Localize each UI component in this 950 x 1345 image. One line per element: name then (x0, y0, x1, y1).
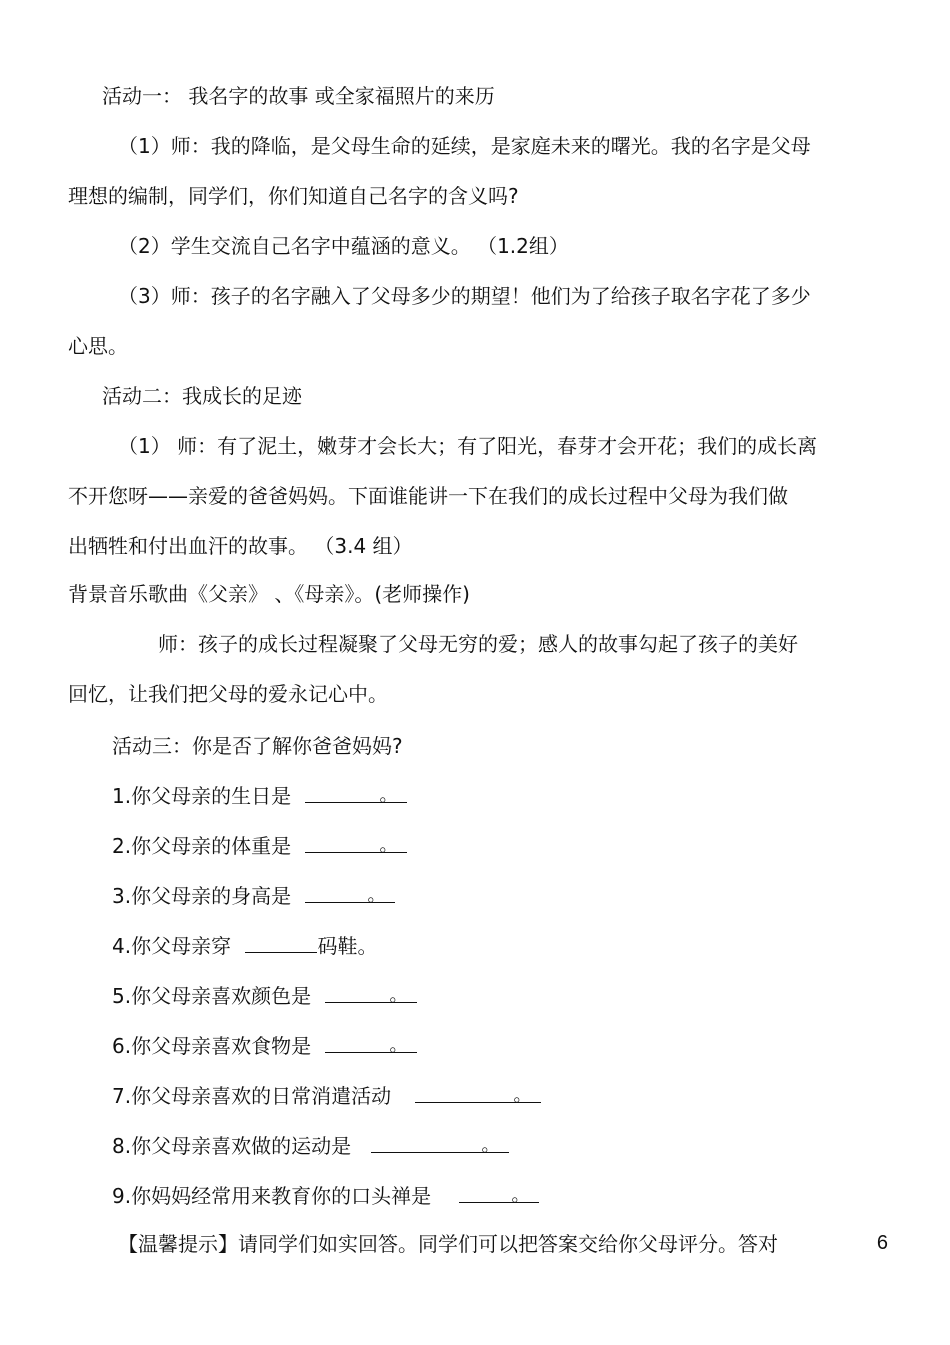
answer-blank[interactable] (371, 1134, 509, 1156)
question-3 (112, 884, 395, 908)
activity1-heading: 活动一： 我名字的故事 或全家福照片的来历 (102, 84, 495, 108)
answer-blank[interactable] (305, 834, 407, 856)
activity2-music: 背景音乐歌曲《父亲》 、《母亲》。(老师操作) (68, 582, 470, 606)
question-text: 4.你父母亲穿 (112, 934, 232, 958)
answer-blank[interactable] (459, 1184, 539, 1206)
tip-text: 【温馨提示】请同学们如实回答。同学们可以把答案交给你父母评分。答对 (118, 1232, 778, 1256)
answer-suffix: 。 (379, 835, 398, 856)
question-1 (112, 784, 407, 808)
answer-blank[interactable] (325, 1034, 417, 1056)
question-9 (112, 1184, 539, 1208)
answer-blank[interactable] (415, 1084, 541, 1106)
question-text: 9.你妈妈经常用来教育你的口头禅是 (112, 1184, 432, 1208)
question-2 (112, 834, 407, 858)
activity2-p1-line3: 出牺牲和付出血汗的故事。 （3.4 组） (68, 534, 413, 558)
answer-blank[interactable] (305, 884, 395, 906)
question-text: 1.你父母亲的生日是 (112, 784, 292, 808)
question-7 (112, 1084, 541, 1108)
answer-suffix: 。 (511, 1185, 530, 1206)
activity1-p3-line1: （3）师：孩子的名字融入了父母多少的期望！他们为了给孩子取名字花了多少 (118, 284, 811, 308)
answer-suffix: 。 (389, 1035, 408, 1056)
answer-suffix: 。 (389, 985, 408, 1006)
activity3-heading: 活动三：你是否了解你爸爸妈妈? (112, 734, 403, 758)
activity2-p1-line1: （1） 师：有了泥土，嫩芽才会长大；有了阳光，春芽才会开花；我们的成长离 (118, 434, 818, 458)
question-text: 2.你父母亲的体重是 (112, 834, 292, 858)
question-text: 6.你父母亲喜欢食物是 (112, 1034, 312, 1058)
question-text: 5.你父母亲喜欢颜色是 (112, 984, 312, 1008)
activity2-heading: 活动二：我成长的足迹 (102, 384, 302, 408)
question-6 (112, 1034, 417, 1058)
question-5 (112, 984, 417, 1008)
activity1-p1-line2: 理想的编制，同学们，你们知道自己名字的含义吗? (68, 184, 519, 208)
activity1-p1-line1: （1）师：我的降临，是父母生命的延续，是家庭未来的曙光。我的名字是父母 (118, 134, 811, 158)
question-text: 3.你父母亲的身高是 (112, 884, 292, 908)
activity1-p3-line2: 心思。 (68, 334, 128, 358)
question-text: 8.你父母亲喜欢做的运动是 (112, 1134, 352, 1158)
answer-suffix: 。 (367, 885, 386, 906)
question-text: 7.你父母亲喜欢的日常消遣活动 (112, 1084, 392, 1108)
answer-blank[interactable] (325, 984, 417, 1006)
question-8 (112, 1134, 509, 1158)
answer-blank[interactable] (245, 934, 317, 953)
page-number: 6 (876, 1232, 888, 1254)
question-4 (112, 934, 377, 958)
answer-suffix: 。 (481, 1135, 500, 1156)
activity2-teacher-line2: 回忆，让我们把父母的爱永记心中。 (68, 682, 388, 706)
activity1-p2: （2）学生交流自己名字中蕴涵的意义。 （1.2组） (118, 234, 569, 258)
answer-suffix: 。 (379, 785, 398, 806)
answer-suffix: 码鞋。 (317, 934, 378, 958)
activity2-p1-line2: 不开您呀——亲爱的爸爸妈妈。下面谁能讲一下在我们的成长过程中父母为我们做 (68, 484, 788, 508)
answer-blank[interactable] (305, 784, 407, 806)
answer-suffix: 。 (513, 1085, 532, 1106)
activity2-teacher-line1: 师：孩子的成长过程凝聚了父母无穷的爱；感人的故事勾起了孩子的美好 (158, 632, 798, 656)
